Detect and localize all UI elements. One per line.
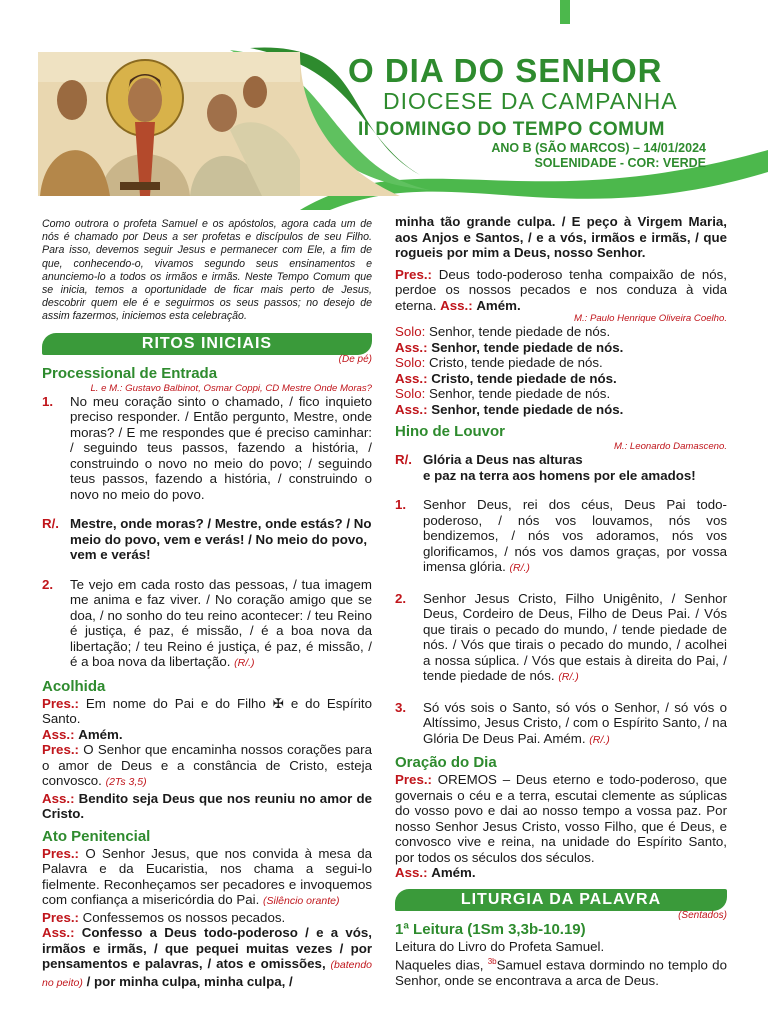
gloria-credit: M.: Leonardo Damasceno. (613, 441, 727, 452)
kyrie-credit: M.: Paulo Henrique Oliveira Coelho. (573, 313, 727, 324)
leitura-text: Naqueles dias, $^{3b}$Samuel estava dormindo no templo do Senhor, onde se encontrava a arca de Deus. (395, 957, 727, 988)
page-title: O DIA DO SENHOR (348, 52, 663, 89)
oracao-title: Oração do Dia (395, 754, 497, 771)
kyrie-line: Ass.: Cristo, tende piedade de nós. (395, 370, 617, 386)
liturgia-palavra-banner: LITURGIA DA PALAVRA (395, 889, 727, 911)
leitura-title: 1ª Leitura (1Sm 3,3b-10.19) (395, 920, 586, 938)
ritos-posture-note: (De pé) (338, 353, 372, 365)
verse-number: 1. (42, 393, 54, 409)
gloria-verse-1: 1. Senhor Deus, rei dos céus, Deus Pai todo-poderoso, / nós vos louvamos, nós vos bendizemos, / nós vos adoramos, nós vos glorificamos, / nós vos damos graças, por vossa imensa glória. (R/.) (395, 497, 727, 574)
processional-verse-2 (42, 577, 372, 672)
liturgical-year: ANO B (SÃO MARCOS) – 14/01/2024 (491, 141, 706, 155)
liturgia-posture-note: (Sentados) (678, 909, 727, 921)
refrain-label: R/. (395, 452, 412, 467)
diocese-subtitle: DIOCESE DA CAMPANHA (383, 88, 678, 114)
verse-text: Te vejo em cada rosto das pessoas, / tua imagem me anima e faz viver. / No coração amigo que se doa, / no sonho do teu reino acontecer: / teu Reino é justiça, é paz, é missão, / é a boa nova da libertação; / teu Reino é justiça, é paz, é missão, / é a boa nova da libertação. (70, 576, 372, 670)
acolhida-line-3: Pres.: O Senhor que encaminha nossos corações para o amor de Deus e a constância de Cristo, esteja convosco. (2Ts 3,5) (42, 742, 372, 789)
ritos-iniciais-banner: RITOS INICIAIS (42, 333, 372, 355)
verse-superscript: 3b (487, 957, 497, 966)
penitencial-line-2: Pres.: Confessemos os nossos pecados. (42, 909, 286, 925)
oracao-amen: Ass.: Amém. (395, 865, 476, 880)
refrain-text: Mestre, onde moras? / Mestre, onde estás? / No meio do povo, vem e verás! / No meio do povo, vem e verás! (70, 516, 372, 563)
gloria-verse-2: 2. Senhor Jesus Cristo, Filho Unigênito, / Senhor Deus, Cordeiro de Deus, Filho de Deus Pai. / Vós que tirais o pecado do mundo, / tende piedade de nós. / Vós que tirais o pecado do mundo, / acolhei a nossa súplica. / Vós que estais à direita do Pai, / tende piedade de nós. (R/.) (395, 590, 727, 683)
leitura-intro: Leitura do Livro do Profeta Samuel. (395, 938, 605, 954)
processional-title: Processional de Entrada (42, 364, 218, 382)
verse-number: 2. (42, 576, 54, 592)
acolhida-title: Acolhida (42, 677, 106, 695)
absolution: Pres.: Deus todo-poderoso tenha compaixão de nós, perdoe os nossos pecados e nos conduza à vida eterna. Ass.: Amém. (395, 266, 727, 313)
solemnity-color: SOLENIDADE - COR: VERDE (534, 156, 706, 170)
penitencial-line-3: Ass.: Confesso a Deus todo-poderoso / e a vós, irmãos e irmãs, / que pequei muitas vezes / por pensamentos e palavras, / atos e omissões, (batendo no peito) / por minha culpa, minha culpa, / (42, 925, 372, 989)
gloria-refrain: R/. Glória a Deus nas alturas e paz na terra aos homens por ele amados! (395, 452, 696, 483)
refrain-label: R/. (42, 516, 59, 532)
verse-text: No meu coração sinto o chamado, / fico inquieto preciso responder. / Então pergunto, Mestre, onde moras? / E me respondes que é preciso caminhar: / seguindo teus passos, fazendo a história, / construindo o novo no meio do povo; / seguindo teus passos, fazendo a história, / construindo o novo no meio do povo. (70, 393, 372, 502)
kyrie-line: Solo: Senhor, tende piedade de nós. (395, 324, 611, 339)
processional-refrain (42, 516, 372, 563)
acolhida-line-1: Pres.: Em nome do Pai e do Filho ✠ e do Espírito Santo. (42, 695, 372, 727)
kyrie-line: Solo: Senhor, tende piedade de nós. (395, 386, 611, 401)
penitencial-line-1: Pres.: O Senhor Jesus, que nos convida à mesa da Palavra e da Eucaristia, nos chama a segui-lo fielmente. Reconheçamos ser pecadores e invoquemos com confiança a misericórdia do Pai. (Silêncio orante) (42, 845, 372, 908)
penitencial-title: Ato Penitencial (42, 827, 151, 845)
refrain-marker: (R/.) (234, 657, 255, 670)
kyrie-line: Ass.: Senhor, tende piedade de nós. (395, 339, 624, 355)
kyrie-line: Solo: Cristo, tende piedade de nós. (395, 355, 603, 370)
intro-text: Como outrora o profeta Samuel e os apóstolos, agora cada um de nós é chamado por Deus a ser profetas e discípulos de seu Filho. Para isso, devemos seguir Jesus e permanecer com Ele, a fim de que, conhecendo-o, vivamos segundo seus ensinamentos e anunciemo-lo a todos os irmãos e irmãs. Neste Tempo Comum que se inicia, temos a oportunidade de ficar mais perto de Jesus, descobrir quem ele é e seguirmos os seus passos; no desejo de assim fazermos, iniciemos esta celebração. (42, 218, 372, 323)
gloria-title: Hino de Louvor (395, 423, 505, 440)
acolhida-line-2: Ass.: Amém. (42, 726, 123, 742)
left-column (42, 214, 372, 991)
kyrie-line: Ass.: Senhor, tende piedade de nós. (395, 401, 624, 417)
header (0, 0, 768, 210)
gloria-verse-3: 3. Só vós sois o Santo, só vós o Senhor, / só vós o Altíssimo, Jesus Cristo, / com o Espírito Santo, / na Glória De Deus Pai. Amém. (R/.) (395, 699, 727, 746)
acolhida-line-4: Ass.: Bendito seja Deus que nos reuniu no amor de Cristo. (42, 790, 372, 822)
oracao-text: Pres.: OREMOS – Deus eterno e todo-poderoso, que governais o céu e a terra, escutai clemente as súplicas do vosso povo e dai ao nosso tempo a vossa paz. Por nosso Senhor Jesus Cristo, vosso Filho, que é Deus, e convosco vive e reina, na unidade do Espírito Santo, por todos os séculos dos séculos. (395, 772, 727, 865)
penitencial-continuation: minha tão grande culpa. / E peço à Virgem Maria, aos Anjos e Santos, / e a vós, irmãos e irmãs, / que rogueis por mim a Deus, nosso Senhor. (395, 214, 727, 260)
processional-verse-1 (42, 394, 372, 503)
right-column (395, 214, 727, 988)
liturgical-sunday: II DOMINGO DO TEMPO COMUM (358, 119, 665, 140)
processional-credit: L. e M.: Gustavo Balbinot, Osmar Coppi, CD Mestre Onde Moras? (90, 382, 372, 394)
